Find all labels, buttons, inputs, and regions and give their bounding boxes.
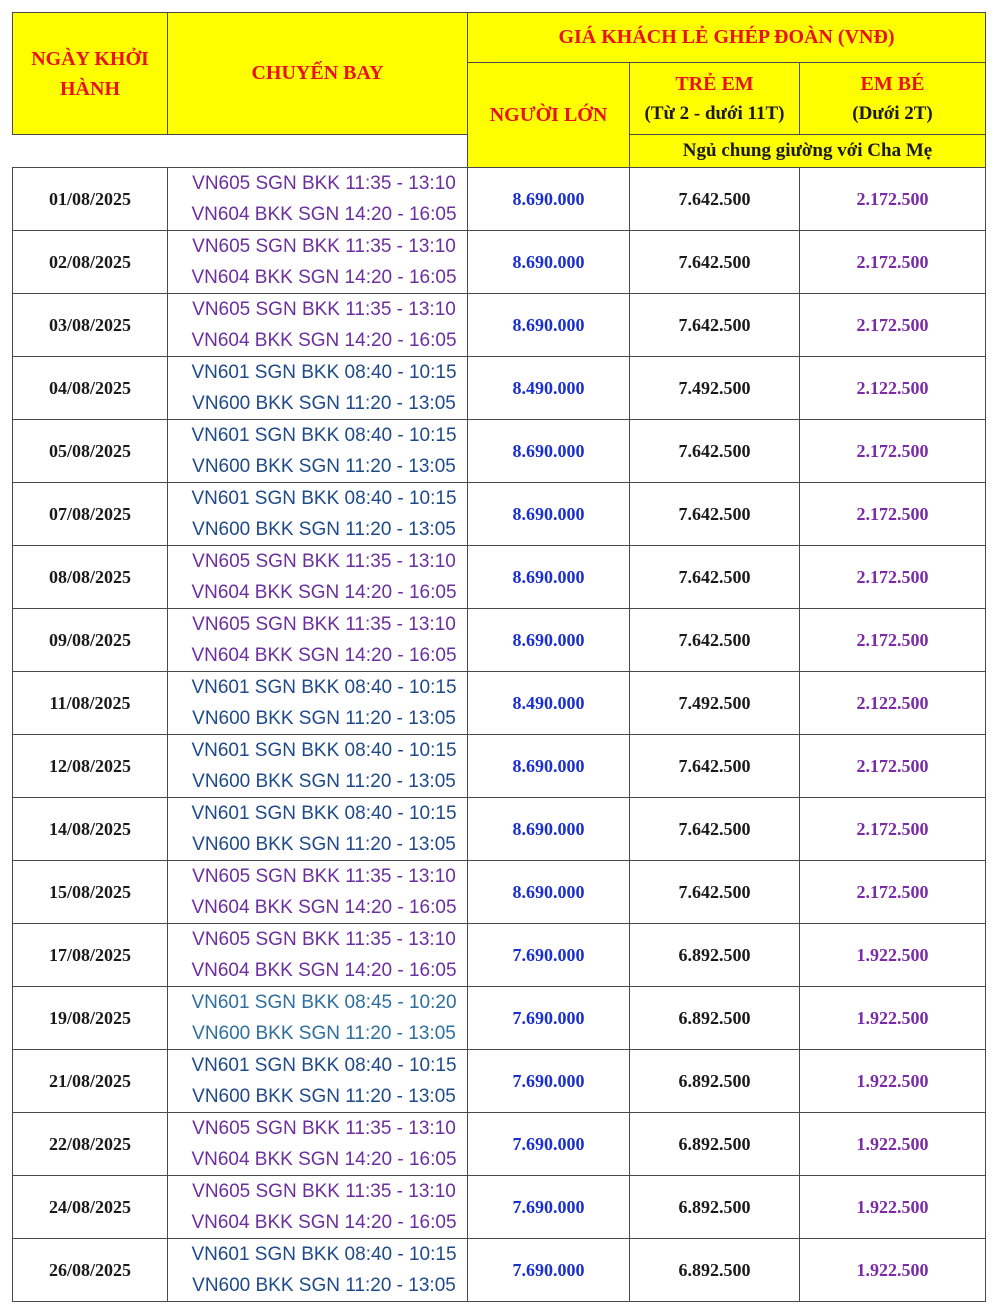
- adult-price: 8.690.000: [468, 231, 630, 294]
- header-flight: CHUYẾN BAY: [168, 13, 468, 135]
- return-flight: VN604 BKK SGN 14:20 - 16:05: [191, 330, 457, 351]
- return-flight: VN604 BKK SGN 14:20 - 16:05: [191, 582, 457, 603]
- infant-price: 2.122.500: [800, 357, 986, 420]
- adult-price: 7.690.000: [468, 1113, 630, 1176]
- infant-price: 2.172.500: [800, 420, 986, 483]
- child-price: 6.892.500: [630, 1239, 800, 1302]
- header-child: [630, 63, 800, 135]
- adult-price: 7.690.000: [468, 1239, 630, 1302]
- header-departure-date: NGÀY KHỞI HÀNH: [13, 13, 168, 135]
- table-row: [13, 1239, 986, 1302]
- adult-price: 8.690.000: [468, 798, 630, 861]
- child-price: 7.492.500: [630, 672, 800, 735]
- flight-cell: [168, 1176, 468, 1239]
- header-child-sub: (Từ 2 - dưới 11T): [644, 102, 785, 124]
- return-flight: VN600 BKK SGN 11:20 - 13:05: [192, 708, 456, 729]
- adult-price: 7.690.000: [468, 987, 630, 1050]
- flight-cell: [168, 231, 468, 294]
- infant-price: 1.922.500: [800, 1176, 986, 1239]
- adult-price: 8.690.000: [468, 861, 630, 924]
- infant-price: 2.172.500: [800, 735, 986, 798]
- departure-date: 19/08/2025: [13, 987, 168, 1050]
- departure-date: 01/08/2025: [13, 168, 168, 231]
- flight-cell: [168, 672, 468, 735]
- adult-price: 8.490.000: [468, 357, 630, 420]
- outbound-flight: VN601 SGN BKK 08:40 - 10:15: [191, 1055, 457, 1076]
- infant-price: 1.922.500: [800, 1113, 986, 1176]
- table-row: [13, 1113, 986, 1176]
- infant-price: 2.172.500: [800, 483, 986, 546]
- table-row: [13, 1050, 986, 1113]
- infant-price: 2.172.500: [800, 609, 986, 672]
- table-row: [13, 294, 986, 357]
- flight-cell: [168, 357, 468, 420]
- infant-price: 2.172.500: [800, 546, 986, 609]
- flight-cell: [168, 483, 468, 546]
- departure-date: 05/08/2025: [13, 420, 168, 483]
- child-price: 6.892.500: [630, 924, 800, 987]
- departure-date: 04/08/2025: [13, 357, 168, 420]
- header-price-group: GIÁ KHÁCH LẺ GHÉP ĐOÀN (VNĐ): [468, 13, 986, 63]
- departure-date: 12/08/2025: [13, 735, 168, 798]
- child-price: 6.892.500: [630, 1050, 800, 1113]
- return-flight: VN600 BKK SGN 11:20 - 13:05: [192, 393, 456, 414]
- header-child-title: TRẺ EM: [675, 72, 754, 95]
- adult-price: 8.690.000: [468, 168, 630, 231]
- outbound-flight: VN601 SGN BKK 08:40 - 10:15: [191, 740, 457, 761]
- table-row: [13, 861, 986, 924]
- flight-cell: [168, 1050, 468, 1113]
- child-price: 6.892.500: [630, 987, 800, 1050]
- flight-cell: [168, 420, 468, 483]
- adult-price: 8.690.000: [468, 294, 630, 357]
- departure-date: 03/08/2025: [13, 294, 168, 357]
- departure-date: 02/08/2025: [13, 231, 168, 294]
- outbound-flight: VN605 SGN BKK 11:35 - 13:10: [192, 929, 456, 950]
- outbound-flight: VN601 SGN BKK 08:40 - 10:15: [191, 1244, 457, 1265]
- departure-date: 07/08/2025: [13, 483, 168, 546]
- child-price: 7.642.500: [630, 168, 800, 231]
- infant-price: 2.172.500: [800, 168, 986, 231]
- flight-cell: [168, 294, 468, 357]
- infant-price: 2.172.500: [800, 294, 986, 357]
- return-flight: VN604 BKK SGN 14:20 - 16:05: [191, 1149, 457, 1170]
- return-flight: VN604 BKK SGN 14:20 - 16:05: [191, 960, 457, 981]
- table-row: [13, 924, 986, 987]
- table-row: [13, 168, 986, 231]
- infant-price: 1.922.500: [800, 1239, 986, 1302]
- flight-cell: [168, 987, 468, 1050]
- adult-price: 8.690.000: [468, 420, 630, 483]
- price-table: [12, 12, 986, 1302]
- return-flight: VN600 BKK SGN 11:20 - 13:05: [192, 834, 456, 855]
- flight-cell: [168, 924, 468, 987]
- infant-price: 1.922.500: [800, 987, 986, 1050]
- adult-price: 8.690.000: [468, 609, 630, 672]
- return-flight: VN600 BKK SGN 11:20 - 13:05: [192, 1275, 456, 1296]
- table-row: [13, 231, 986, 294]
- table-row: [13, 672, 986, 735]
- adult-price: 8.690.000: [468, 546, 630, 609]
- adult-price: 8.690.000: [468, 483, 630, 546]
- return-flight: VN604 BKK SGN 14:20 - 16:05: [191, 1212, 457, 1233]
- return-flight: VN604 BKK SGN 14:20 - 16:05: [191, 267, 457, 288]
- adult-price: 7.690.000: [468, 1176, 630, 1239]
- child-price: 7.642.500: [630, 546, 800, 609]
- child-price: 7.642.500: [630, 861, 800, 924]
- child-price: 7.642.500: [630, 483, 800, 546]
- adult-price: 8.690.000: [468, 735, 630, 798]
- header-adult: NGƯỜI LỚN: [468, 63, 630, 168]
- table-row: [13, 546, 986, 609]
- adult-price: 8.490.000: [468, 672, 630, 735]
- header-shared-bed-note: Ngủ chung giường với Cha Mẹ: [630, 135, 986, 168]
- outbound-flight: VN605 SGN BKK 11:35 - 13:10: [192, 299, 456, 320]
- departure-date: 22/08/2025: [13, 1113, 168, 1176]
- outbound-flight: VN605 SGN BKK 11:35 - 13:10: [192, 173, 456, 194]
- price-table-container: [12, 12, 986, 1302]
- outbound-flight: VN601 SGN BKK 08:40 - 10:15: [191, 677, 457, 698]
- child-price: 7.642.500: [630, 609, 800, 672]
- table-row: [13, 735, 986, 798]
- flight-cell: [168, 168, 468, 231]
- flight-cell: [168, 1239, 468, 1302]
- table-row: [13, 420, 986, 483]
- infant-price: 1.922.500: [800, 1050, 986, 1113]
- outbound-flight: VN605 SGN BKK 11:35 - 13:10: [192, 1118, 456, 1139]
- flight-cell: [168, 609, 468, 672]
- child-price: 7.642.500: [630, 231, 800, 294]
- outbound-flight: VN601 SGN BKK 08:40 - 10:15: [191, 425, 457, 446]
- table-row: [13, 483, 986, 546]
- outbound-flight: VN601 SGN BKK 08:40 - 10:15: [191, 488, 457, 509]
- departure-date: 09/08/2025: [13, 609, 168, 672]
- flight-cell: [168, 546, 468, 609]
- outbound-flight: VN601 SGN BKK 08:45 - 10:20: [191, 992, 457, 1013]
- infant-price: 2.122.500: [800, 672, 986, 735]
- table-row: [13, 798, 986, 861]
- infant-price: 2.172.500: [800, 861, 986, 924]
- outbound-flight: VN605 SGN BKK 11:35 - 13:10: [192, 236, 456, 257]
- table-row: [13, 609, 986, 672]
- return-flight: VN600 BKK SGN 11:20 - 13:05: [192, 1086, 456, 1107]
- departure-date: 24/08/2025: [13, 1176, 168, 1239]
- child-price: 6.892.500: [630, 1113, 800, 1176]
- table-body: [13, 168, 986, 1302]
- child-price: 7.642.500: [630, 735, 800, 798]
- table-row: [13, 987, 986, 1050]
- flight-cell: [168, 735, 468, 798]
- departure-date: 21/08/2025: [13, 1050, 168, 1113]
- outbound-flight: VN601 SGN BKK 08:40 - 10:15: [191, 803, 457, 824]
- table-row: [13, 357, 986, 420]
- departure-date: 26/08/2025: [13, 1239, 168, 1302]
- return-flight: VN600 BKK SGN 11:20 - 13:05: [192, 519, 456, 540]
- flight-cell: [168, 1113, 468, 1176]
- return-flight: VN600 BKK SGN 11:20 - 13:05: [192, 771, 456, 792]
- return-flight: VN604 BKK SGN 14:20 - 16:05: [191, 645, 457, 666]
- header-infant-sub: (Dưới 2T): [852, 102, 933, 124]
- header-spacer: [13, 135, 468, 168]
- departure-date: 17/08/2025: [13, 924, 168, 987]
- table-row: [13, 1176, 986, 1239]
- infant-price: 1.922.500: [800, 924, 986, 987]
- infant-price: 2.172.500: [800, 798, 986, 861]
- child-price: 7.492.500: [630, 357, 800, 420]
- departure-date: 11/08/2025: [13, 672, 168, 735]
- infant-price: 2.172.500: [800, 231, 986, 294]
- return-flight: VN600 BKK SGN 11:20 - 13:05: [192, 456, 456, 477]
- flight-cell: [168, 798, 468, 861]
- header-infant-title: EM BÉ: [860, 72, 925, 95]
- outbound-flight: VN605 SGN BKK 11:35 - 13:10: [192, 1181, 456, 1202]
- departure-date: 15/08/2025: [13, 861, 168, 924]
- adult-price: 7.690.000: [468, 924, 630, 987]
- departure-date: 08/08/2025: [13, 546, 168, 609]
- child-price: 7.642.500: [630, 798, 800, 861]
- child-price: 6.892.500: [630, 1176, 800, 1239]
- child-price: 7.642.500: [630, 420, 800, 483]
- flight-cell: [168, 861, 468, 924]
- adult-price: 7.690.000: [468, 1050, 630, 1113]
- departure-date: 14/08/2025: [13, 798, 168, 861]
- table-header: [13, 13, 986, 168]
- outbound-flight: VN601 SGN BKK 08:40 - 10:15: [191, 362, 457, 383]
- return-flight: VN604 BKK SGN 14:20 - 16:05: [191, 204, 457, 225]
- child-price: 7.642.500: [630, 294, 800, 357]
- header-infant: [800, 63, 986, 135]
- return-flight: VN604 BKK SGN 14:20 - 16:05: [191, 897, 457, 918]
- return-flight: VN600 BKK SGN 11:20 - 13:05: [192, 1023, 456, 1044]
- outbound-flight: VN605 SGN BKK 11:35 - 13:10: [192, 614, 456, 635]
- outbound-flight: VN605 SGN BKK 11:35 - 13:10: [192, 551, 456, 572]
- outbound-flight: VN605 SGN BKK 11:35 - 13:10: [192, 866, 456, 887]
